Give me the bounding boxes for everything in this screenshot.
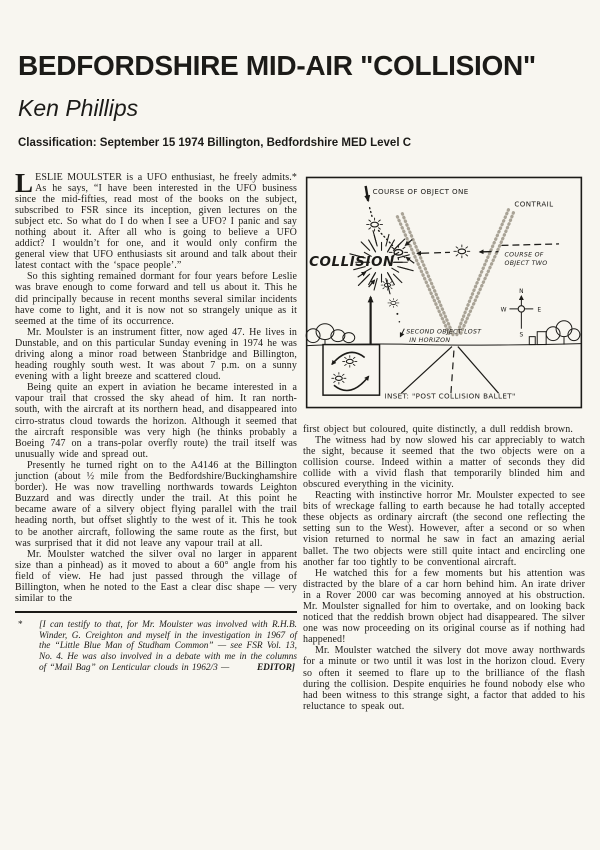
paragraph: Mr. Moulster watched the silver oval no larger in apparent size than a pinhead) as it moved to about a 60° angle from his field of view. He had just passed through the village of Billington, when he noted to the East a clear disc shape — very similar to the [15, 548, 297, 605]
label-inset: INSET: "POST COLLISION BALLET" [384, 391, 516, 401]
label-lost-1: SECOND OBJECT LOST [406, 328, 482, 336]
compass-rose-icon [501, 288, 542, 339]
author-byline: Ken Phillips [18, 95, 139, 121]
road-lines [401, 346, 498, 393]
article-title: BEDFORDSHIRE MID-AIR "COLLISION" [18, 50, 536, 81]
label-contrail: CONTRAIL [514, 199, 554, 209]
paragraph: Being quite an expert in aviation he became interested in a vapour trail that crossed the sky ahead of him. It ran north-south, with the aircraft at its northern head, and disappeared into cirro-stratus cloud towards the horizon. Although it seemed that the aircraft responsible was very high (he thinks probably a Boeing 747 on a trans-polar overfly route) the trail itself was unusually wide and spread out. [15, 382, 297, 460]
paragraph: Reacting with instinctive horror Mr. Moulster expected to see bits of wreckage falling to earth because he had totally accepted these objects as ordinary aircraft (the second one reflecting the setting sun to the West). However, after a second or so when vision returned to normal he saw in fact an amazing aerial ballet. The two objects were still quite intact and encircling one another far too tightly to be conventional aircraft. [303, 490, 585, 568]
drop-cap: L [15, 167, 34, 198]
compass-w: W [500, 305, 507, 313]
lost-object-arrow-icon [400, 328, 404, 336]
label-course-two-1: COURSE OF [504, 250, 544, 258]
classification-line: Classification: September 15 1974 Billington, Bedfordshire MED Level C [18, 137, 412, 149]
editor-footnote [15, 620, 297, 673]
compass-e: E [537, 305, 542, 313]
right-column [303, 172, 585, 712]
ufo-object-two-icon [454, 244, 470, 257]
label-course-object-one: COURSE OF OBJECT ONE [372, 186, 469, 196]
label-collision: COLLISION [309, 254, 395, 270]
label-lost-2: IN HORIZON [409, 336, 451, 344]
buildings-trees-right-icon [529, 320, 580, 344]
paragraph: Mr. Moulster is an instrument fitter, now aged 47. He lives in Dunstable, and on this particular Sunday evening in 1974 he was driving along a minor road between Stanbridge and Billington, heading roughly south west. It was about 7 p.m. on a sunny evening with a light breeze and scattered cloud. [15, 326, 297, 383]
contrail-trace [397, 209, 513, 335]
paragraph-lead [15, 167, 297, 272]
paragraph: The witness had by now slowed his car appreciably to watch the sight, because it seemed that the two objects were on a collision course. Indeed within a matter of seconds they did collide with a vivid flash that temporarily blinded him and obscured everything in the vicinity. [303, 434, 585, 490]
trees-left-icon [306, 323, 355, 344]
paragraph: He watched this for a few moments but his attention was distracted by the blare of a car horn behind him. An irate driver in a Rover 2000 car was becoming annoyed at his obstruction. Mr. Moulster signalled for him to overtake, and on looking back noticed that the reddish brown object had disappeared. The silver one was now proceeding on its original course as if nothing had happened! [303, 567, 585, 646]
two-column-body [15, 167, 585, 712]
ufo-object-one-icon [367, 218, 383, 231]
paragraph-text: ESLIE MOULSTER is a UFO enthusiast, he freely admits.* As he says, “I have been interested in the UFO business since the mid-fifties, read most of the books on the subject, subscribed to FSR since its inception, given lectures on the subject etc. So what do I do when I see a UFO? I panic and say nothing about it. After all who is going to believe a UFO addict? I wouldn’t for one, and it would only confirm the general view that UFO enthusiasts sit around and talk about their latest contact with the ‘space people’.” [15, 171, 297, 272]
footnote-signature: EDITOR] [256, 662, 295, 673]
footnote-asterisk: * [18, 620, 23, 631]
left-column [15, 167, 297, 712]
trail-dot [399, 320, 401, 322]
course-one-arrow-icon [366, 185, 368, 200]
compass-n: N [519, 287, 524, 295]
paragraph: Presently he turned right on to the A4146 at the Billington junction (about ½ mile from the Bedfordshire/Buckinghamshire border). He was now travelling northwards towards Leighton Buzzard and was directly under the trail. At this point he became aware of a silvery object flying parallel with the trail heading north, but offset slightly to the west of it. This he took to be another aircraft, following the same route as the first, but was surprised that it did not leave any vapour trail at all. [15, 459, 297, 549]
footnote-divider [15, 611, 297, 613]
footnote-text: [I can testify to that, for Mr. Moulster was involved with R.H.B. Winder, G. Creighton and myself in the investigation in 1967 of the “Little Blue Man of Studham Common” — see FSR Vol. 13, No. 4. He was also involved in a debate with me in the columns of “Mail Bag” on Lenticular clouds in 1962/3 — [39, 620, 297, 673]
compass-s: S [519, 331, 524, 339]
paragraph: So this sighting remained dormant for four years before Leslie was brave enough to come forward and tell us about it. This he did principally because in recent months several similar incidents have come to light, and it is now not so strangely unique as it seemed at the time of its occurrence. [15, 271, 297, 327]
trail-dot [396, 312, 398, 314]
inset-ballet-box [323, 344, 380, 395]
ufo-falling-2-icon [388, 298, 399, 307]
inset-ufo-1-icon [343, 355, 357, 367]
label-course-two-2: OBJECT TWO [504, 259, 548, 267]
paragraph-continuation: first object but coloured, quite distinctly, a dull reddish brown. [303, 423, 573, 435]
paragraph: Mr. Moulster watched the silvery dot move away northwards for a minute or two until it was lost in the horizon cloud. Every so often it seemed to flare up to the brilliance of the flash during the collision. Despite enquiries he found nobody else who had been witness to this strange sight, a factor that added to his reluctance to speak out. [303, 645, 585, 712]
sighting-diagram [303, 174, 585, 414]
